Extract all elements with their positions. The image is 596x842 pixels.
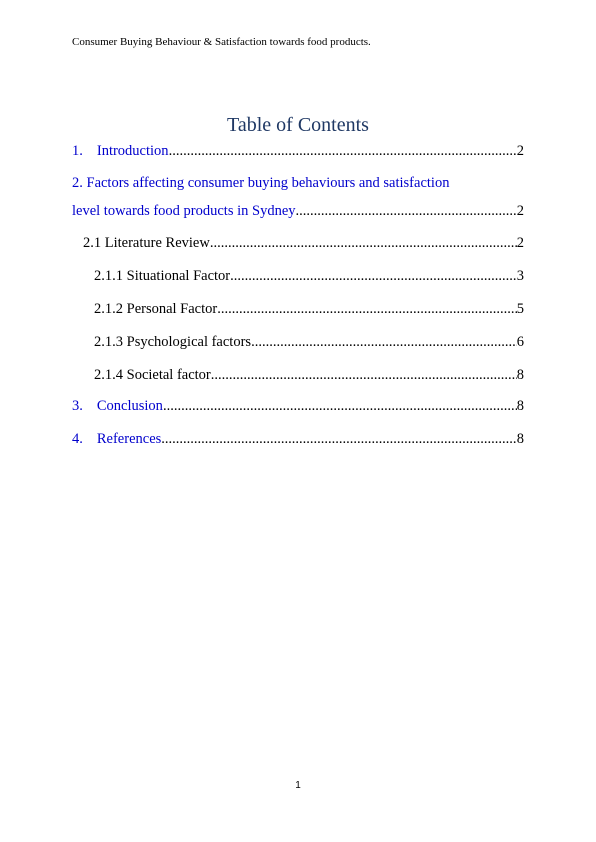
toc-leader (211, 366, 517, 384)
toc-entry-label: 2.1 Literature Review (83, 235, 210, 251)
toc-entry-label: 2.1.3 Psychological factors (94, 334, 252, 350)
toc-leader (163, 397, 517, 415)
toc-entry-label: 2.1.2 Personal Factor (94, 301, 218, 317)
toc-entry-factors[interactable] (72, 202, 524, 220)
toc-entry-psychological-factors[interactable] (94, 333, 524, 351)
toc-leader (230, 267, 517, 285)
toc-entry-references[interactable] (72, 430, 524, 448)
toc-leader (217, 300, 517, 318)
page-number: 1 (295, 780, 301, 791)
toc-entry-page: 8 (516, 367, 524, 383)
toc-entry-page: 2 (516, 203, 524, 219)
toc-entry-number: 1. (72, 143, 83, 159)
toc-entry-factors-line1[interactable]: 2. Factors affecting consumer buying behaviours and satisfaction (72, 175, 450, 191)
toc-entry-page: 6 (516, 334, 524, 350)
toc-leader (210, 234, 517, 252)
toc-title: Table of Contents (227, 114, 369, 136)
toc-entry-introduction[interactable] (72, 142, 524, 160)
toc-entry-label: level towards food products in Sydney (72, 203, 296, 219)
toc-leader (161, 430, 516, 448)
toc-entry-page: 2 (516, 143, 524, 159)
toc-entry-label: 2.1.1 Situational Factor (94, 268, 231, 284)
toc-entry-label: 2.1.4 Societal factor (94, 367, 211, 383)
toc-entry-label: Conclusion (96, 398, 163, 414)
toc-entry-societal-factor[interactable] (94, 366, 524, 384)
toc-leader (169, 142, 517, 160)
toc-entry-page: 8 (516, 398, 524, 414)
toc-entry-page: 3 (516, 268, 524, 284)
toc-entry-page: 2 (516, 235, 524, 251)
toc-entry-conclusion[interactable] (72, 397, 524, 415)
toc-entry-number: 4. (72, 431, 83, 447)
toc-entry-situational-factor[interactable] (94, 267, 524, 285)
toc-leader (251, 333, 517, 351)
toc-entry-page: 5 (516, 301, 524, 317)
toc-entry-page: 8 (516, 431, 524, 447)
page-header: Consumer Buying Behaviour & Satisfaction towards food products. (72, 36, 371, 48)
toc-entry-personal-factor[interactable] (94, 300, 524, 318)
toc-entry-number: 3. (72, 398, 83, 414)
toc-leader (296, 202, 517, 220)
toc-entry-label: References (96, 431, 162, 447)
toc-entry-label: Introduction (96, 143, 169, 159)
toc-entry-literature-review[interactable] (83, 234, 524, 252)
